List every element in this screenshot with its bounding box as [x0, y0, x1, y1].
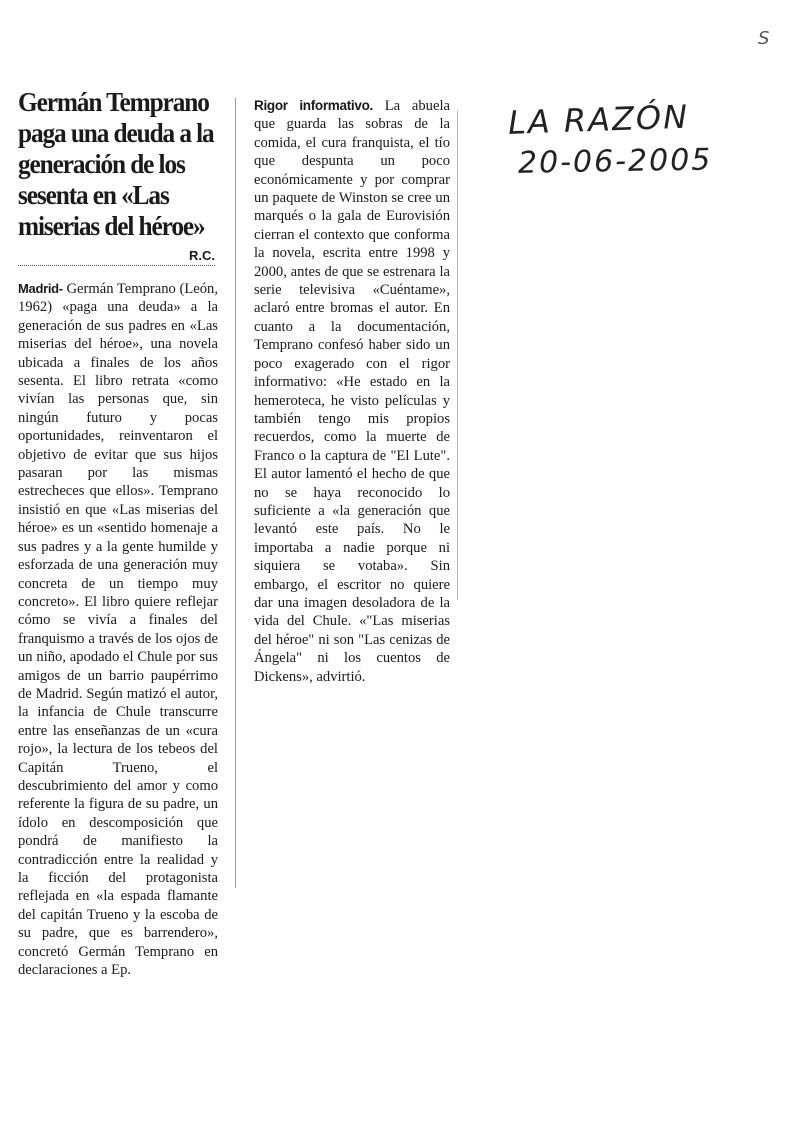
dateline: Madrid-	[18, 281, 63, 296]
article-column-2	[254, 97, 450, 686]
page-number-mark: S	[758, 28, 770, 49]
column-1-text: Germán Temprano (León, 1962) «paga una deuda» a la generación de sus padres en «Las miserias del héroe», una novela ubicada a finales de los años sesenta. El libro retrata «como vivían las personas que, sin ningún futuro y pocas oportunidades, reinventaron el objetivo de evitar que sus hijos pasaran por las mismas estrecheces que ellos». Temprano insistió en que «Las miserias del héroe» es un «sentido homenaje a sus padres y a la gente humilde y esforzada de una generación muy concreta de un tiempo muy concreto». El libro quiere reflejar cómo se vivía a finales del franquismo a través de los ojos de un niño, apodado el Chule por sus amigos de un barrio paupérrimo de Madrid. Según matizó el autor, la infancia de Chule transcurre entre las enseñanzas de un «cura rojo», la lectura de los tebeos del Capitán Trueno, el descubrimiento del amor y como referente la figura de su padre, un ídolo en descomposición que pondrá de manifiesto la contradicción entre la realidad y la ficción del protagonista reflejada en «la espada flamante del capitán Trueno y la escoba de su padre, que es barrendero», concretó Germán Temprano en declaraciones a Ep.	[18, 281, 218, 979]
article-byline: R.C.	[189, 248, 215, 263]
column-2-text: La abuela que guarda las sobras de la comida, el cura franquista, el tío que despunta un poco económicamente y por comprar un paquete de Winston se cree un marqués o la gala de Eurovisión cierran el contexto que conforma la novela, escrita entre 1998 y 2000, antes de que se estrenara la serie televisiva «Cuéntame», aclaró entre bromas el autor. En cuanto a la documentación, Temprano confesó haber sido un poco exagerado con el rigor informativo: «He estado en la hemeroteca, he visto películas y también tengo mis propios recuerdos, como la muerte de Franco o la captura de "El Lute". El autor lamentó el hecho de que no se haya reconocido lo suficiente a «la generación que levantó este país. No le importaba a nadie porque ni siquiera se votaba». Sin embargo, el escritor no quiere dar una imagen desoladora de la vida del Chule. «"Las miserias del héroe" ni son "Las cenizas de Ángela" ni los cuentos de Dickens», advirtió.	[254, 98, 450, 685]
handwritten-date: 20-06-2005	[517, 142, 713, 181]
byline-divider	[18, 265, 215, 266]
column-divider-right	[457, 110, 458, 600]
column-divider	[235, 98, 236, 888]
article-headline: Germán Temprano paga una deuda a la generación de los sesenta en «Las miserias del héroe»	[18, 86, 214, 241]
handwritten-annotation	[500, 97, 730, 181]
section-subheading: Rigor informativo.	[254, 98, 373, 113]
article-column-1	[18, 280, 218, 979]
handwritten-publication: LA RAZÓN	[507, 97, 690, 142]
